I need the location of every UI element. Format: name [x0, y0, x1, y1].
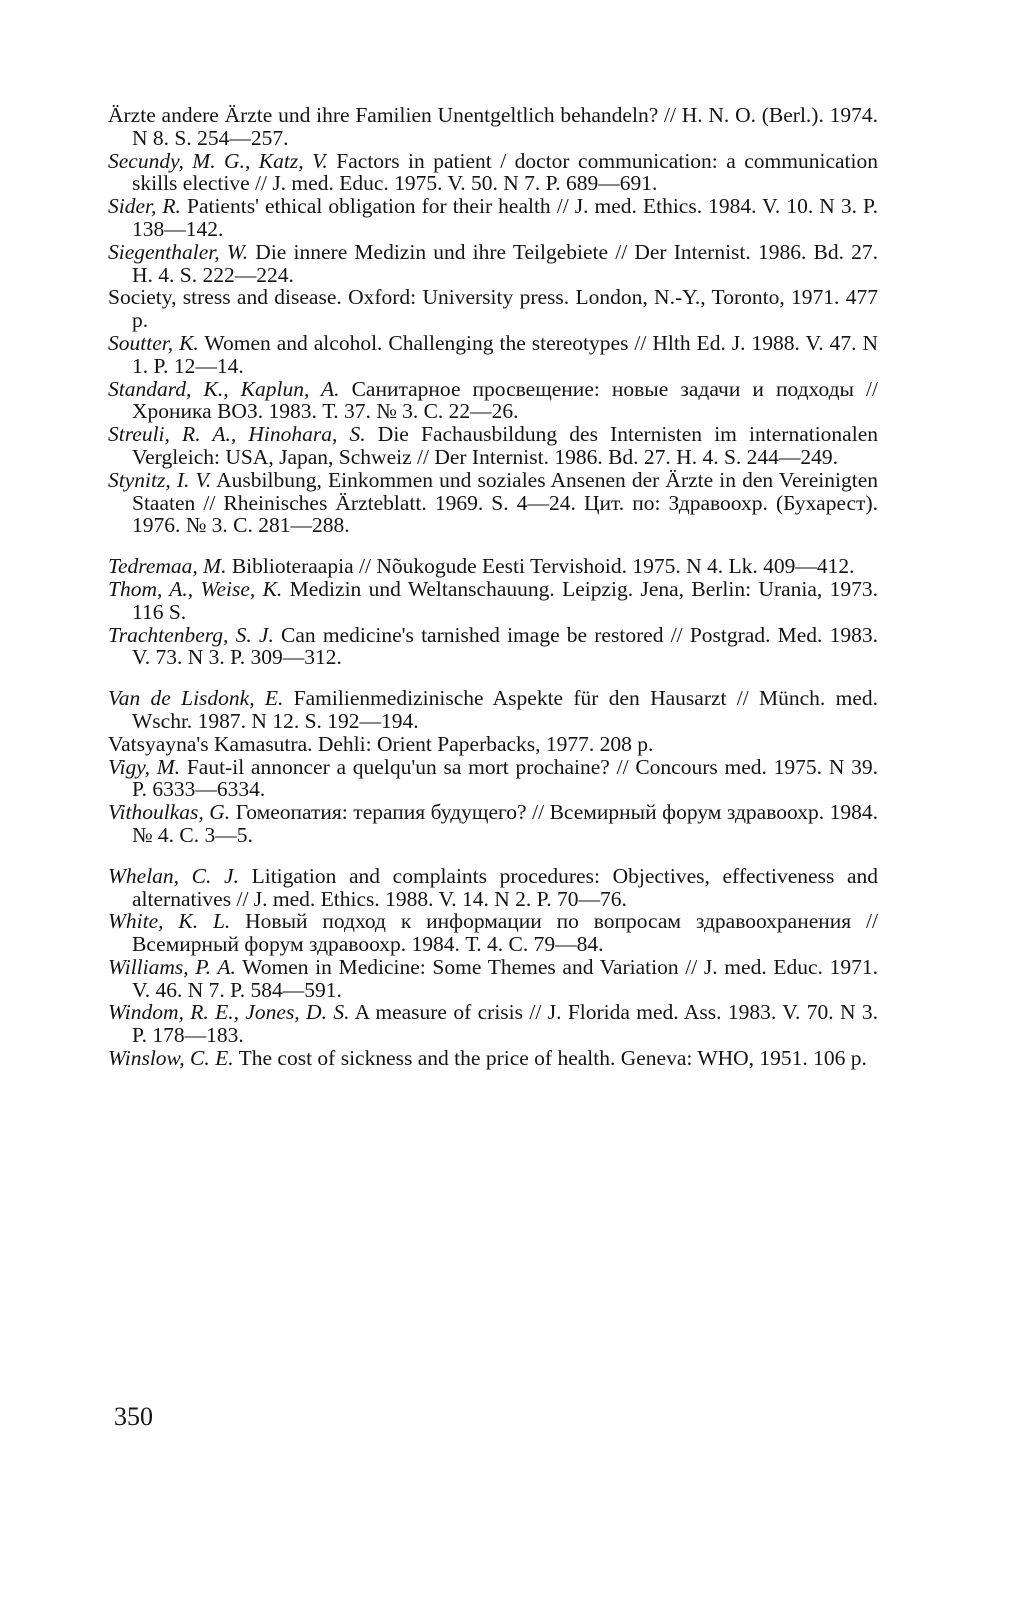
reference-author: Vigy, M.	[108, 754, 181, 779]
reference-text: Women and alcohol. Challenging the stereotypes // Hlth Ed. J. 1988. V. 47. N 1. P. 12—14.	[132, 330, 878, 378]
reference-author: Standard, K., Kaplun, A.	[108, 376, 340, 401]
reference-entry	[108, 195, 878, 241]
reference-group-t	[108, 555, 878, 669]
reference-group-w	[108, 865, 878, 1070]
reference-author: Secundy, M. G., Katz, V.	[108, 148, 328, 173]
reference-text: Patients' ethical obligation for their health // J. med. Ethics. 1984. V. 10. N 3. P. 138—142.	[132, 194, 878, 241]
reference-text: The cost of sickness and the price of health. Geneva: WHO, 1951. 106 p.	[233, 1046, 867, 1071]
reference-entry	[108, 1001, 878, 1047]
reference-entry	[108, 104, 878, 150]
reference-author: Soutter, K.	[108, 330, 199, 355]
reference-text: Faut-il annoncer a quelqu'un sa mort prochaine? // Concours med. 1975. N 39. P. 6333—6334.	[132, 754, 878, 802]
reference-entry	[108, 469, 878, 537]
reference-author: Trachtenberg, S. J.	[108, 622, 274, 647]
reference-author: Thom, A., Weise, K.	[108, 576, 283, 601]
bibliography-page	[108, 104, 878, 1070]
reference-text: Ausbilbung, Einkommen und soziales Ansenen der Ärzte in den Vereinigten Staaten // Rheinisches Ärzteblatt. 1969. S. 4—24. Цит. по: Здравоохр. (Бухарест). 1976. № 3. С. 281—288.	[132, 467, 878, 538]
reference-text: Die Fachausbildung des Internisten im internationalen Vergleich: USA, Japan, Schweiz // Der Internist. 1986. Bd. 27. H. 4. S. 244—249.	[132, 422, 878, 469]
reference-author: Williams, P. A.	[108, 954, 236, 979]
reference-author: Stynitz, I. V.	[108, 467, 212, 492]
reference-text: Women in Medicine: Some Themes and Variation // J. med. Educ. 1971. V. 46. N 7. P. 584—591.	[132, 954, 878, 1002]
reference-entry	[108, 286, 878, 332]
reference-author: Whelan, C. J.	[108, 863, 239, 888]
reference-author: Windom, R. E., Jones, D. S.	[108, 1000, 350, 1025]
reference-entry	[108, 555, 878, 578]
reference-text: Can medicine's tarnished image be restored // Postgrad. Med. 1983. V. 73. N 3. P. 309—312.	[132, 622, 878, 670]
reference-entry	[108, 687, 878, 733]
reference-entry	[108, 865, 878, 911]
reference-author: Streuli, R. A., Hinohara, S.	[108, 422, 366, 447]
reference-author: Tedremaa, M.	[108, 554, 227, 579]
reference-entry	[108, 910, 878, 956]
reference-author: Sider, R.	[108, 194, 181, 219]
reference-entry	[108, 733, 878, 756]
reference-entry	[108, 1047, 878, 1070]
reference-entry	[108, 624, 878, 670]
reference-text: Medizin und Weltanschauung. Leipzig. Jena, Berlin: Urania, 1973. 116 S.	[132, 576, 878, 624]
reference-text: Die innere Medizin und ihre Teilgebiete // Der Internist. 1986. Bd. 27. H. 4. S. 222—224.	[132, 239, 878, 287]
reference-text: Vatsyayna's Kamasutra. Dehli: Orient Paperbacks, 1977. 208 p.	[108, 731, 654, 756]
reference-entry	[108, 956, 878, 1002]
reference-text: Ärzte andere Ärzte und ihre Familien Unentgeltlich behandeln? // H. N. O. (Berl.). 1974. N 8. S. 254—257.	[108, 103, 878, 150]
reference-author: White, K. L.	[108, 909, 231, 934]
reference-text: Гомеопатия: терапия будущего? // Всемирный форум здравоохр. 1984. № 4. С. 3—5.	[132, 800, 878, 847]
reference-entry	[108, 756, 878, 802]
reference-text: Новый подход к информации по вопросам здравоохранения // Всемирный форум здравоохр. 1984. Т. 4. С. 79—84.	[132, 909, 878, 957]
reference-group-s	[108, 104, 878, 537]
reference-text: A measure of crisis // J. Florida med. Ass. 1983. V. 70. N 3. P. 178—183.	[132, 1000, 878, 1048]
page-number: 350	[114, 1402, 153, 1431]
reference-text: Litigation and complaints procedures: Objectives, effectiveness and alternatives // J. med. Ethics. 1988. V. 14. N 2. P. 70—76.	[132, 863, 879, 911]
reference-author: Winslow, C. E.	[108, 1046, 234, 1071]
reference-text: Familienmedizinische Aspekte für den Hausarzt // Münch. med. Wschr. 1987. N 12. S. 192—194.	[132, 686, 878, 733]
reference-entry	[108, 801, 878, 847]
reference-entry	[108, 378, 878, 424]
reference-group-v	[108, 687, 878, 847]
reference-text: Санитарное просвещение: новые задачи и подходы // Хроника ВОЗ. 1983. Т. 37. № 3. С. 22—26.	[132, 376, 878, 424]
reference-text: Biblioteraapia // Nõukogude Eesti Tervishoid. 1975. N 4. Lk. 409—412.	[226, 554, 855, 579]
reference-author: Van de Lisdonk, E.	[108, 686, 284, 711]
reference-entry	[108, 423, 878, 469]
reference-text: Society, stress and disease. Oxford: University press. London, N.-Y., Toronto, 1971. 477 p.	[108, 285, 878, 333]
reference-entry	[108, 150, 878, 196]
reference-author: Siegenthaler, W.	[108, 239, 249, 264]
reference-entry	[108, 578, 878, 624]
reference-entry	[108, 332, 878, 378]
reference-text: Factors in patient / doctor communication: a communication skills elective // J. med. Educ. 1975. V. 50. N 7. P. 689—691.	[132, 148, 879, 196]
reference-author: Vithoulkas, G.	[108, 800, 231, 825]
reference-entry	[108, 241, 878, 287]
